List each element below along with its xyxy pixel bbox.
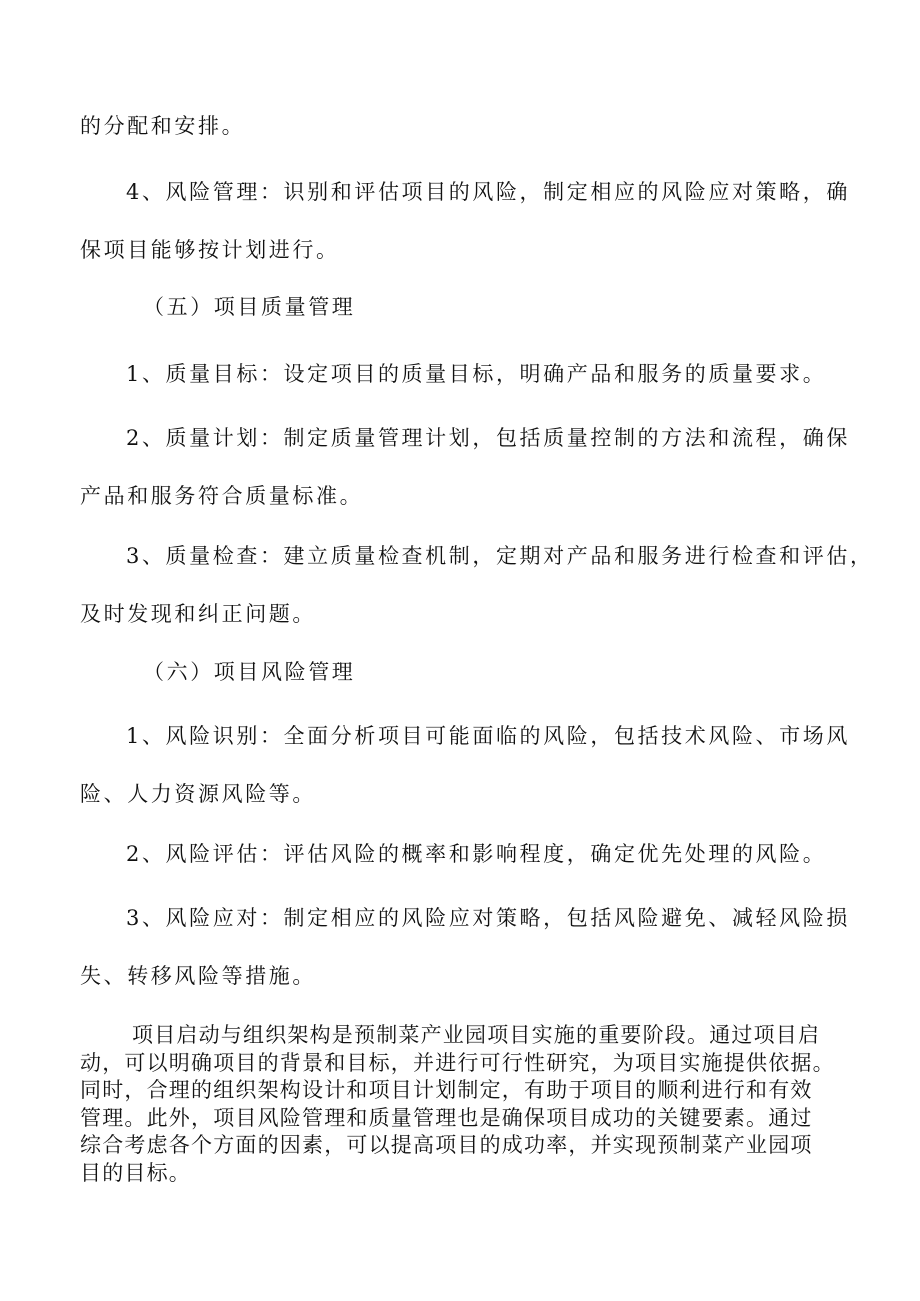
section-heading-risk: （六）项目风险管理	[143, 660, 356, 684]
text-line: 4、风险管理：识别和评估项目的风险，制定相应的风险应对策略，确	[126, 180, 850, 204]
summary-paragraph	[80, 1022, 845, 1187]
text-line: 及时发现和纠正问题。	[80, 602, 316, 626]
text-line: 的分配和安排。	[80, 114, 246, 138]
text-line: 3、风险应对：制定相应的风险应对策略，包括风险避免、减轻风险损	[126, 906, 850, 930]
paragraph-risk-management	[80, 163, 850, 279]
paragraph-quality-goal	[80, 345, 845, 403]
text-line: 3、质量检查：建立质量检查机制，定期对产品和服务进行检查和评估，	[126, 544, 874, 568]
text-line: 同时，合理的组织架构设计和项目计划制定，有助于项目的顺利进行和有效	[80, 1078, 813, 1102]
paragraph-quality-plan	[80, 409, 850, 525]
text-line: 1、风险识别：全面分析项目可能面临的风险，包括技术风险、市场风	[126, 724, 850, 748]
text-line: 2、质量计划：制定质量管理计划，包括质量控制的方法和流程，确保	[126, 426, 850, 450]
section-heading-quality: （五）项目质量管理	[143, 295, 356, 319]
text-line: 产品和服务符合质量标准。	[80, 484, 364, 508]
paragraph-risk-identification	[80, 707, 850, 823]
paragraph-risk-response	[80, 889, 850, 1005]
text-line: 1、质量目标：设定项目的质量目标，明确产品和服务的质量要求。	[126, 362, 827, 386]
paragraph-risk-assessment	[80, 825, 845, 883]
paragraph-allocation-end	[80, 97, 845, 155]
text-line: 管理。此外，项目风险管理和质量管理也是确保项目成功的关键要素。通过	[80, 1105, 813, 1130]
text-line: 动，可以明确项目的背景和目标，并进行可行性研究，为项目实施提供依据。	[80, 1050, 835, 1075]
text-line: 目的目标。	[80, 1160, 191, 1185]
text-line: 综合考虑各个方面的因素，可以提高项目的成功率，并实现预制菜产业园项	[80, 1133, 813, 1157]
text-line: 2、风险评估：评估风险的概率和影响程度，确定优先处理的风险。	[126, 842, 827, 866]
text-line: 项目启动与组织架构是预制菜产业园项目实施的重要阶段。通过项目启	[132, 1023, 821, 1047]
text-line: 失、转移风险等措施。	[80, 964, 316, 988]
text-line: 险、人力资源风险等。	[80, 782, 316, 806]
paragraph-quality-check	[80, 527, 874, 643]
text-line: 保项目能够按计划进行。	[80, 238, 340, 262]
